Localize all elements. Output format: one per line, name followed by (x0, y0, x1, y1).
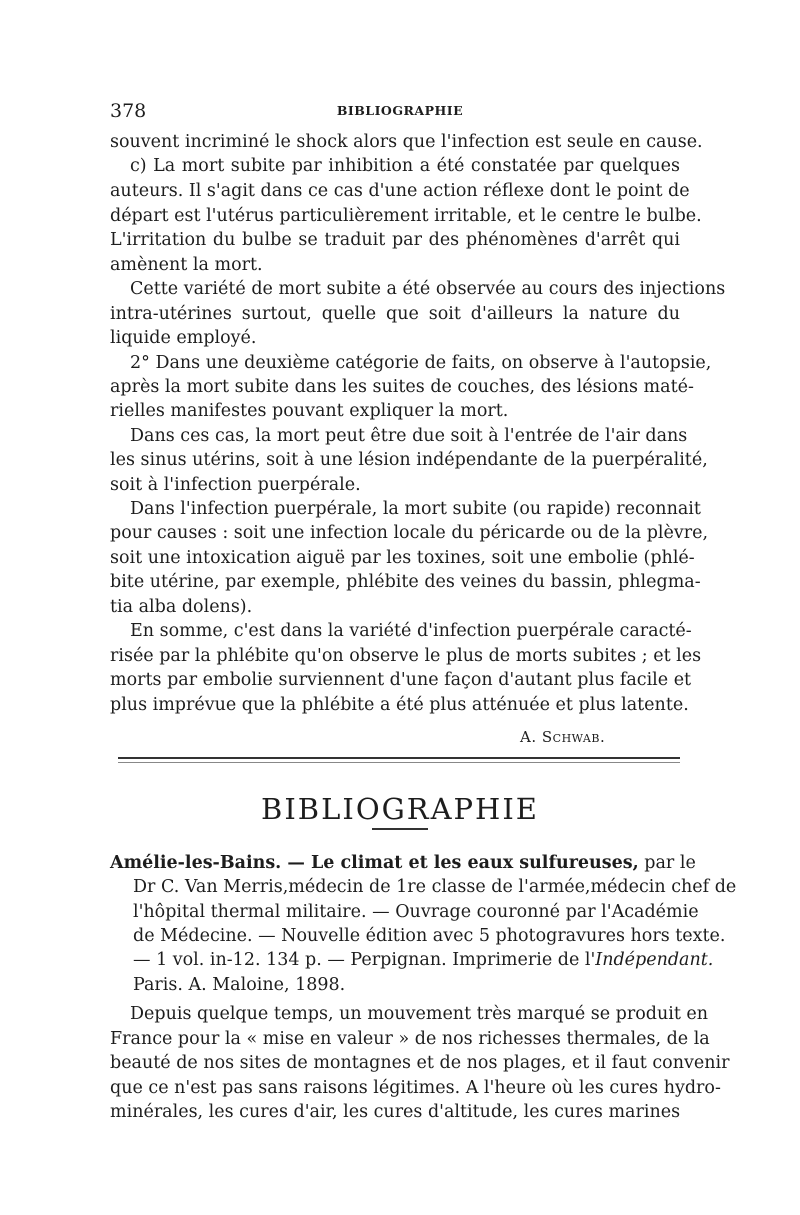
body-line: c) La mort subite par inhibition a été constatée par quelques (130, 156, 680, 176)
body-line: tia alba dolens). (110, 597, 253, 617)
body-line: départ est l'utérus particulièrement irritable, et le centre le bulbe. (110, 206, 702, 226)
body-line: En somme, c'est dans la variété d'infection puerpérale caracté- (130, 621, 692, 641)
body-line: 2° Dans une deuxième catégorie de faits, on observe à l'autopsie, (130, 353, 712, 373)
body-line: Dans l'infection puerpérale, la mort subite (ou rapide) reconnait (130, 499, 701, 519)
section-title: BIBLIOGRAPHIE (261, 792, 539, 826)
entry-newspaper: Indépendant. (595, 950, 714, 970)
page-number: 378 (110, 100, 147, 122)
signature-initial: A. (520, 728, 537, 746)
entry-line (133, 949, 714, 971)
review-line: minérales, les cures d'air, les cures d'altitude, les cures marines (110, 1102, 681, 1122)
section-divider (118, 757, 680, 759)
body-line: soit une intoxication aiguë par les toxines, soit une embolie (phlé- (110, 548, 695, 568)
body-line: pour causes : soit une infection locale du péricarde ou de la plèvre, (110, 523, 709, 543)
body-line: Dans ces cas, la mort peut être due soit à l'entrée de l'air dans (130, 426, 688, 446)
body-line: plus imprévue que la phlébite a été plus atténuée et plus latente. (110, 695, 689, 715)
entry-author-line: Dr C. Van Merris,médecin de 1re classe de l'armée,médecin chef de (133, 877, 737, 897)
entry-line: de Médecine. — Nouvelle édition avec 5 photogravures hors texte. (133, 926, 726, 946)
entry-title-line (110, 852, 696, 874)
body-line: liquide employé. (110, 328, 257, 348)
body-line: rielles manifestes pouvant expliquer la mort. (110, 401, 509, 421)
review-line: France pour la « mise en valeur » de nos richesses thermales, de la (110, 1029, 710, 1049)
body-line: auteurs. Il s'agit dans ce cas d'une action réflexe dont le point de (110, 181, 690, 201)
entry-publisher: — 1 vol. in-12. 134 p. — Perpignan. Imprimerie de l' (133, 950, 596, 970)
body-line: morts par embolie surviennent d'une façon d'autant plus facile et (110, 670, 692, 690)
body-line: risée par la phlébite qu'on observe le plus de morts subites ; et les (110, 646, 702, 666)
body-line: soit à l'infection puerpérale. (110, 475, 361, 495)
entry-line: l'hôpital thermal militaire. — Ouvrage couronné par l'Académie (133, 902, 699, 922)
signature-name: Schwab. (541, 728, 606, 746)
review-line: beauté de nos sites de montagnes et de nos plages, et il faut convenir (110, 1053, 730, 1073)
running-title: BIBLIOGRAPHIE (336, 103, 464, 118)
section-divider-thin (118, 762, 680, 763)
body-line: les sinus utérins, soit à une lésion indépendante de la puerpéralité, (110, 450, 708, 470)
entry-title: Amélie-les-Bains. — Le climat et les eaux sulfureuses, (110, 853, 639, 873)
body-line: souvent incriminé le shock alors que l'infection est seule en cause. (110, 132, 703, 152)
entry-par: par le (644, 853, 696, 873)
body-line: bite utérine, par exemple, phlébite des veines du bassin, phlegma- (110, 572, 701, 592)
review-line: que ce n'est pas sans raisons légitimes. A l'heure où les cures hydro- (110, 1078, 721, 1098)
body-line: après la mort subite dans les suites de couches, des lésions maté- (110, 377, 694, 397)
body-line: L'irritation du bulbe se traduit par des phénomènes d'arrêt qui (110, 230, 680, 250)
entry-line: Paris. A. Maloine, 1898. (133, 975, 346, 995)
body-line: intra-utérines surtout, quelle que soit d'ailleurs la nature du (110, 304, 680, 324)
title-underline (372, 828, 428, 830)
body-line: Cette variété de mort subite a été observée au cours des injections (130, 279, 726, 299)
author-signature (520, 728, 605, 746)
body-line: amènent la mort. (110, 255, 263, 275)
review-line: Depuis quelque temps, un mouvement très marqué se produit en (130, 1004, 709, 1024)
running-head (110, 100, 690, 124)
